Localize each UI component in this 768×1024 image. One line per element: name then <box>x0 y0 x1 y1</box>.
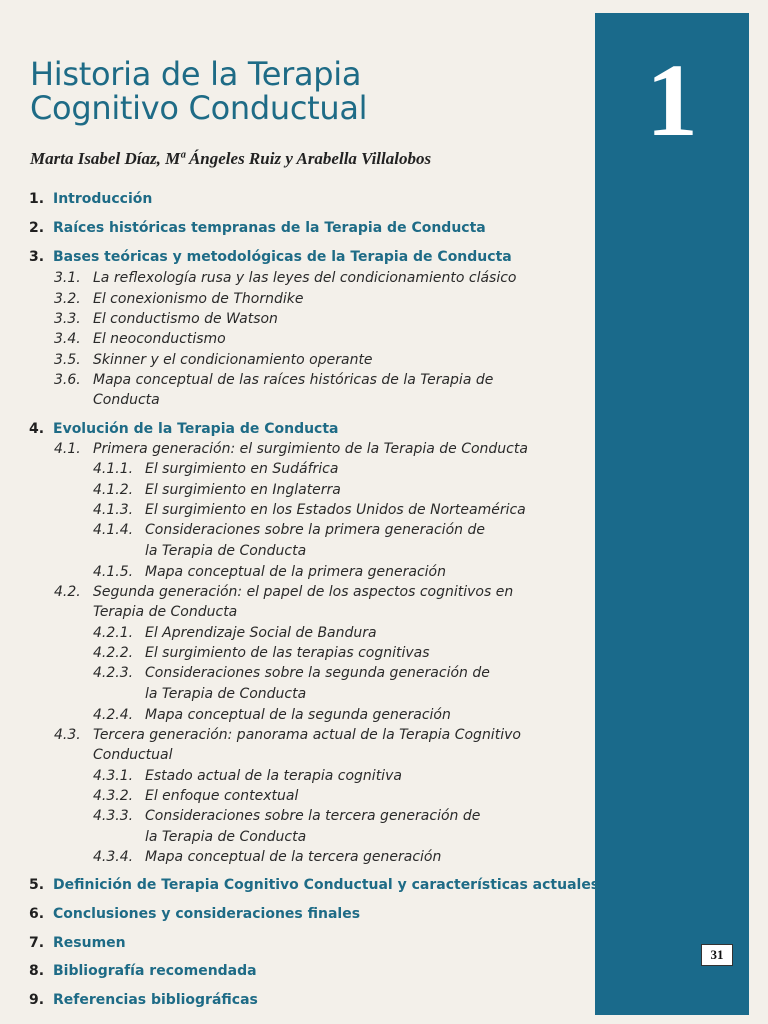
toc-number: 4.1.3. <box>93 502 134 518</box>
toc-item-3[interactable] <box>29 249 512 265</box>
toc-number: 3. <box>29 249 45 265</box>
toc-label: Consideraciones sobre la segunda generación de <box>145 665 490 681</box>
chapter-title <box>30 57 367 125</box>
toc-number: 4.1.5. <box>93 564 134 580</box>
toc-number: 4.3.3. <box>93 808 134 824</box>
chapter-number: 1 <box>646 43 698 158</box>
toc-item-7[interactable] <box>29 935 126 951</box>
toc-number: 4.1. <box>54 441 81 457</box>
toc-label: Mapa conceptual de la segunda generación <box>145 707 451 723</box>
toc-number: 5. <box>29 877 45 893</box>
toc-item-4-1-2[interactable] <box>93 482 341 498</box>
toc-label: Mapa conceptual de las raíces históricas de la Terapia de <box>93 372 494 388</box>
toc-number: 2. <box>29 220 45 236</box>
toc-label: El conductismo de Watson <box>93 311 278 327</box>
toc-item-3-2[interactable] <box>54 291 303 307</box>
toc-label: El enfoque contextual <box>145 788 299 804</box>
toc-number: 3.5. <box>54 352 81 368</box>
toc-label: Resumen <box>53 935 126 951</box>
toc-number: 4.2.3. <box>93 665 134 681</box>
toc-label: Definición de Terapia Cognitivo Conductual y características actuales <box>53 877 600 893</box>
chapter-title-line-2: Cognitivo Conductual <box>30 89 368 127</box>
toc-item-4-2-3[interactable] <box>93 665 490 681</box>
toc-item-3-5[interactable] <box>54 352 373 368</box>
toc-number: 4.3.4. <box>93 849 134 865</box>
toc-item-3-6-continuation: Conducta <box>93 392 160 408</box>
toc-label: Introducción <box>53 191 153 207</box>
toc-item-3-1[interactable] <box>54 270 517 286</box>
toc-label: Evolución de la Terapia de Conducta <box>53 421 339 437</box>
toc-number: 3.3. <box>54 311 81 327</box>
toc-label: Mapa conceptual de la tercera generación <box>145 849 442 865</box>
chapter-title-line-1: Historia de la Terapia <box>30 55 362 93</box>
toc-item-4-1[interactable] <box>54 441 528 457</box>
toc-label: Conclusiones y consideraciones finales <box>53 906 361 922</box>
page-number: 31 <box>701 944 733 966</box>
toc-label: Estado actual de la terapia cognitiva <box>145 768 402 784</box>
toc-number: 4.3.1. <box>93 768 134 784</box>
toc-item-4-1-1[interactable] <box>93 461 338 477</box>
toc-item-3-3[interactable] <box>54 311 278 327</box>
toc-item-1[interactable] <box>29 191 152 207</box>
toc-label: Mapa conceptual de la primera generación <box>145 564 446 580</box>
toc-label: Raíces históricas tempranas de la Terapia de Conducta <box>53 220 486 236</box>
toc-item-3-4[interactable] <box>54 331 226 347</box>
toc-label: Bibliografía recomendada <box>53 963 257 979</box>
toc-item-6[interactable] <box>29 906 360 922</box>
toc-number: 6. <box>29 906 45 922</box>
toc-number: 4.3.2. <box>93 788 134 804</box>
toc-item-4-2-4[interactable] <box>93 707 451 723</box>
toc-label: Referencias bibliográficas <box>53 992 258 1008</box>
toc-item-4-2[interactable] <box>54 584 513 600</box>
toc-number: 1. <box>29 191 45 207</box>
toc-item-4-3-2[interactable] <box>93 788 298 804</box>
chapter-sidebar <box>595 13 749 1015</box>
toc-number: 8. <box>29 963 45 979</box>
toc-item-4-3-3[interactable] <box>93 808 480 824</box>
toc-number: 3.1. <box>54 270 81 286</box>
toc-label: Consideraciones sobre la primera generación de <box>145 522 485 538</box>
toc-number: 4.3. <box>54 727 81 743</box>
toc-item-4-3-1[interactable] <box>93 768 402 784</box>
toc-number: 3.4. <box>54 331 81 347</box>
toc-label: Tercera generación: panorama actual de la Terapia Cognitivo <box>93 727 521 743</box>
toc-item-4-3-continuation: Conductual <box>93 747 173 763</box>
toc-number: 4.2.2. <box>93 645 134 661</box>
toc-item-4-3-4[interactable] <box>93 849 441 865</box>
toc-label: El Aprendizaje Social de Bandura <box>145 625 377 641</box>
toc-item-4-1-4[interactable] <box>93 522 485 538</box>
toc-item-4-3-3-continuation: la Terapia de Conducta <box>145 829 307 845</box>
toc-label: Skinner y el condicionamiento operante <box>93 352 373 368</box>
toc-label: Consideraciones sobre la tercera generación de <box>145 808 481 824</box>
toc-item-4-1-3[interactable] <box>93 502 526 518</box>
toc-item-4[interactable] <box>29 421 339 437</box>
toc-number: 7. <box>29 935 45 951</box>
toc-item-4-2-continuation: Terapia de Conducta <box>93 604 238 620</box>
toc-number: 4.1.1. <box>93 461 134 477</box>
toc-item-3-6[interactable] <box>54 372 493 388</box>
toc-label: El surgimiento de las terapias cognitivas <box>145 645 430 661</box>
toc-number: 4.2.4. <box>93 707 134 723</box>
toc-label: El surgimiento en Sudáfrica <box>145 461 339 477</box>
toc-label: El surgimiento en Inglaterra <box>145 482 341 498</box>
toc-label: Bases teóricas y metodológicas de la Terapia de Conducta <box>53 249 512 265</box>
toc-number: 4.2.1. <box>93 625 134 641</box>
toc-number: 9. <box>29 992 45 1008</box>
toc-label: El neoconductismo <box>93 331 226 347</box>
toc-number: 4.2. <box>54 584 81 600</box>
toc-label: Segunda generación: el papel de los aspectos cognitivos en <box>93 584 514 600</box>
toc-label: El surgimiento en los Estados Unidos de Norteamérica <box>145 502 526 518</box>
toc-item-4-3[interactable] <box>54 727 521 743</box>
toc-item-4-2-3-continuation: la Terapia de Conducta <box>145 686 307 702</box>
toc-label: El conexionismo de Thorndike <box>93 291 304 307</box>
toc-item-8[interactable] <box>29 963 257 979</box>
toc-item-4-1-4-continuation: la Terapia de Conducta <box>145 543 307 559</box>
toc-number: 4.1.2. <box>93 482 134 498</box>
toc-number: 3.6. <box>54 372 81 388</box>
toc-item-5[interactable] <box>29 877 599 893</box>
toc-item-4-1-5[interactable] <box>93 564 446 580</box>
toc-item-4-2-2[interactable] <box>93 645 430 661</box>
toc-number: 4.1.4. <box>93 522 134 538</box>
chapter-authors: Marta Isabel Díaz, Mª Ángeles Ruiz y Arabella Villalobos <box>30 149 432 168</box>
toc-number: 4. <box>29 421 45 437</box>
toc-item-2[interactable] <box>29 220 486 236</box>
toc-item-9[interactable] <box>29 992 258 1008</box>
toc-number: 3.2. <box>54 291 81 307</box>
toc-label: La reflexología rusa y las leyes del condicionamiento clásico <box>93 270 517 286</box>
toc-item-4-2-1[interactable] <box>93 625 377 641</box>
toc-label: Primera generación: el surgimiento de la Terapia de Conducta <box>93 441 528 457</box>
